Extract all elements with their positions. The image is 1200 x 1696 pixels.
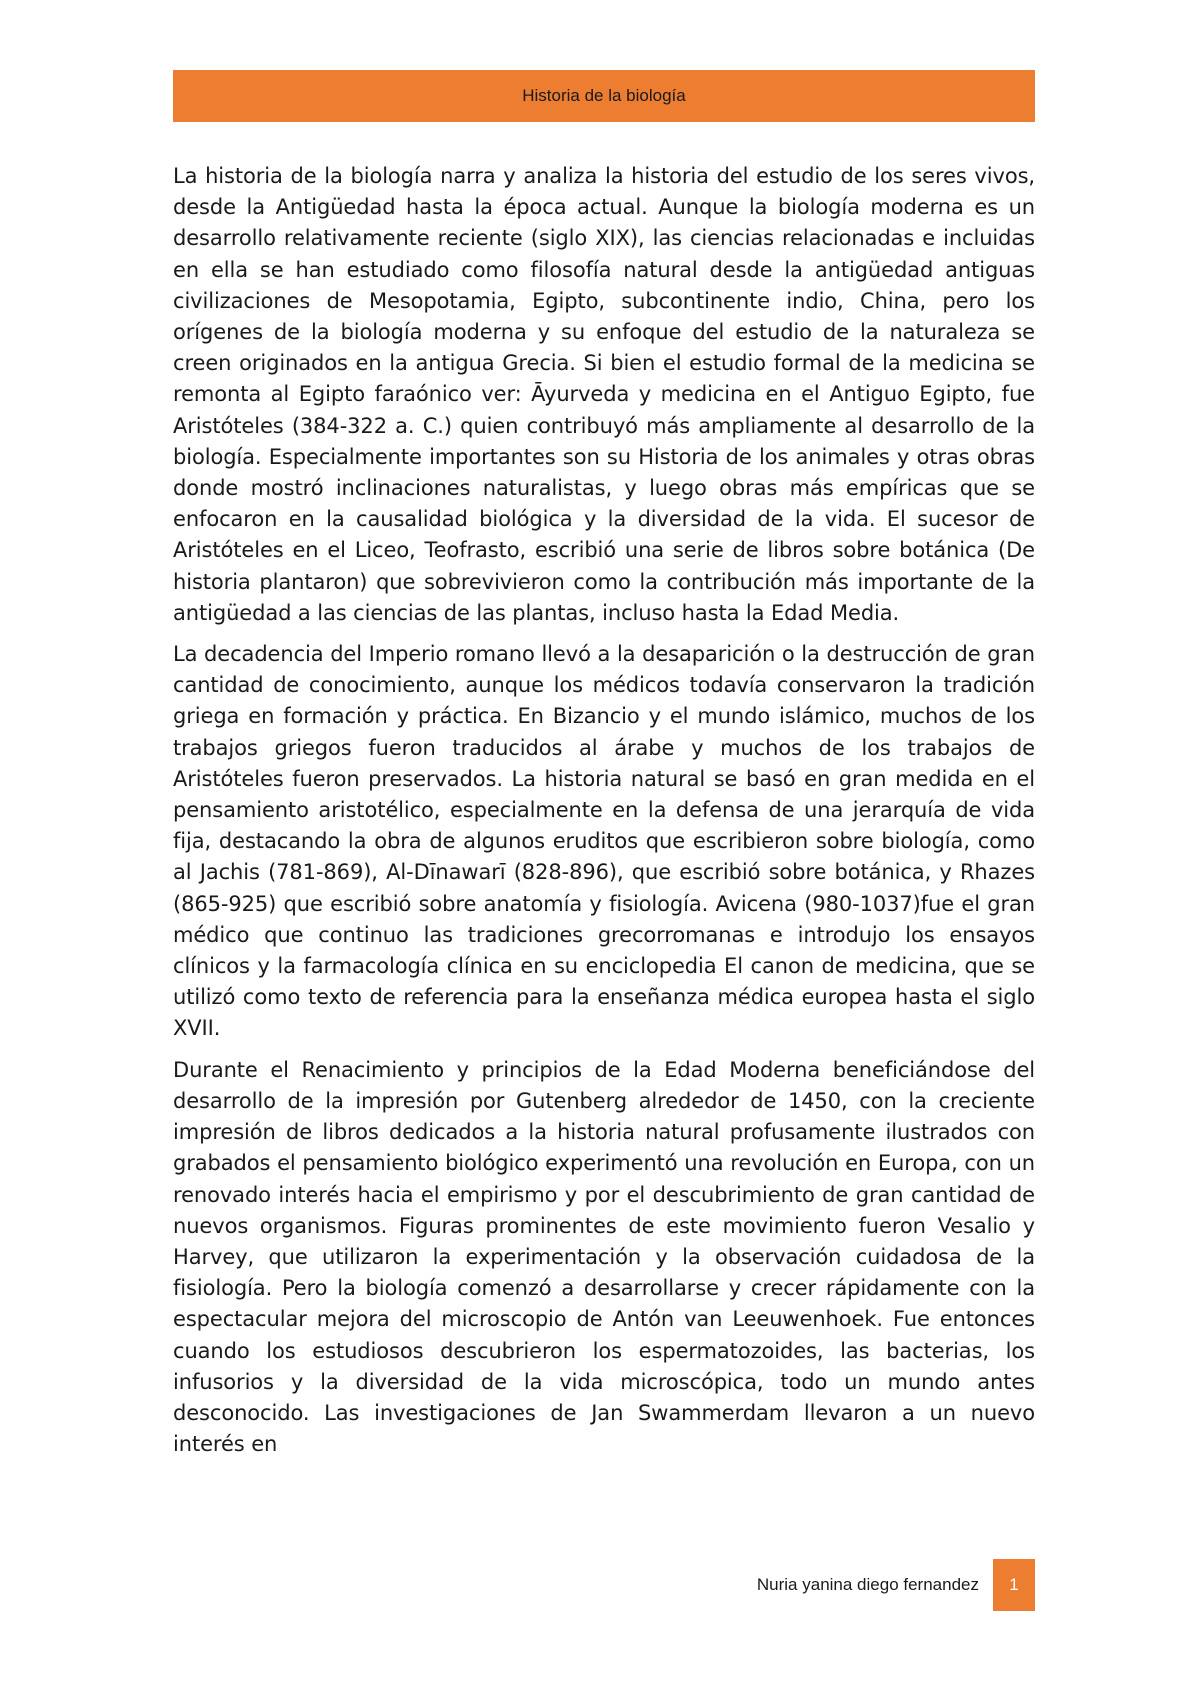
header-title: Historia de la biología <box>522 86 686 105</box>
footer-author: Nuria yanina diego fernandez <box>756 1575 979 1594</box>
page-footer <box>173 1559 1035 1611</box>
paragraph: Durante el Renacimiento y principios de la Edad Moderna beneficiándose del desarrollo de la impresión por Gutenberg alrededor de 1450, con la creciente impresión de libros dedicados a la historia natural profusamente ilustrados con grabados el pensamiento biológico experimentó una revolución en Europa, con un renovado interés hacia el empirismo y por el descubrimiento de gran cantidad de nuevos organismos. Figuras prominentes de este movimiento fueron Vesalio y Harvey, que utilizaron la experimentación y la observación cuidadosa de la fisiología. Pero la biología comenzó a desarrollarse y crecer rápidamente con la espectacular mejora del microscopio de Antón van Leeuwenhoek. Fue entonces cuando los estudiosos descubrieron los espermatozoides, las bacterias, los infusorios y la diversidad de la vida microscópica, todo un mundo antes desconocido. Las investigaciones de Jan Swammerdam llevaron a un nuevo interés en <box>173 1057 1035 1457</box>
document-body <box>173 161 1035 1470</box>
page-header <box>173 70 1035 122</box>
paragraph: La decadencia del Imperio romano llevó a la desaparición o la destrucción de gran cantidad de conocimiento, aunque los médicos todavía conservaron la tradición griega en formación y práctica. En Bizancio y el mundo islámico, muchos de los trabajos griegos fueron traducidos al árabe y muchos de los trabajos de Aristóteles fueron preservados. La historia natural se basó en gran medida en el pensamiento aristotélico, especialmente en la defensa de una jerarquía de vida fija, destacando la obra de algunos eruditos que escribieron sobre biología, como al Jachis (781-869), Al-Dīnawarī (828-896), que escribió sobre botánica, y Rhazes (865-925) que escribió sobre anatomía y fisiología. Avicena (980-1037)fue el gran médico que continuo las tradiciones grecorromanas e introdujo los ensayos clínicos y la farmacología clínica en su enciclopedia El canon de medicina, que se utilizó como texto de referencia para la enseñanza médica europea hasta el siglo XVII. <box>173 642 1035 1041</box>
page-number-box <box>993 1559 1035 1611</box>
paragraph: La historia de la biología narra y analiza la historia del estudio de los seres vivos, desde la Antigüedad hasta la época actual. Aunque la biología moderna es un desarrollo relativamente reciente (siglo XIX), las ciencias relacionadas e incluidas en ella se han estudiado como filosofía natural desde la antigüedad antiguas civilizaciones de Mesopotamia, Egipto, subcontinente indio, China, pero los orígenes de la biología moderna y su enfoque del estudio de la naturaleza se creen originados en la antigua Grecia. Si bien el estudio formal de la medicina se remonta al Egipto faraónico ver: Āyurveda y medicina en el Antiguo Egipto, fue Aristóteles (384-322 a. C.) quien contribuyó más ampliamente al desarrollo de la biología. Especialmente importantes son su Historia de los animales y otras obras donde mostró inclinaciones naturalistas, y luego obras más empíricas que se enfocaron en la causalidad biológica y la diversidad de la vida. El sucesor de Aristóteles en el Liceo, Teofrasto, escribió una serie de libros sobre botánica (De historia plantaron) que sobrevivieron como la contribución más importante de la antigüedad a las ciencias de las plantas, incluso hasta la Edad Media. <box>173 164 1035 625</box>
page-number: 1 <box>1009 1575 1019 1594</box>
